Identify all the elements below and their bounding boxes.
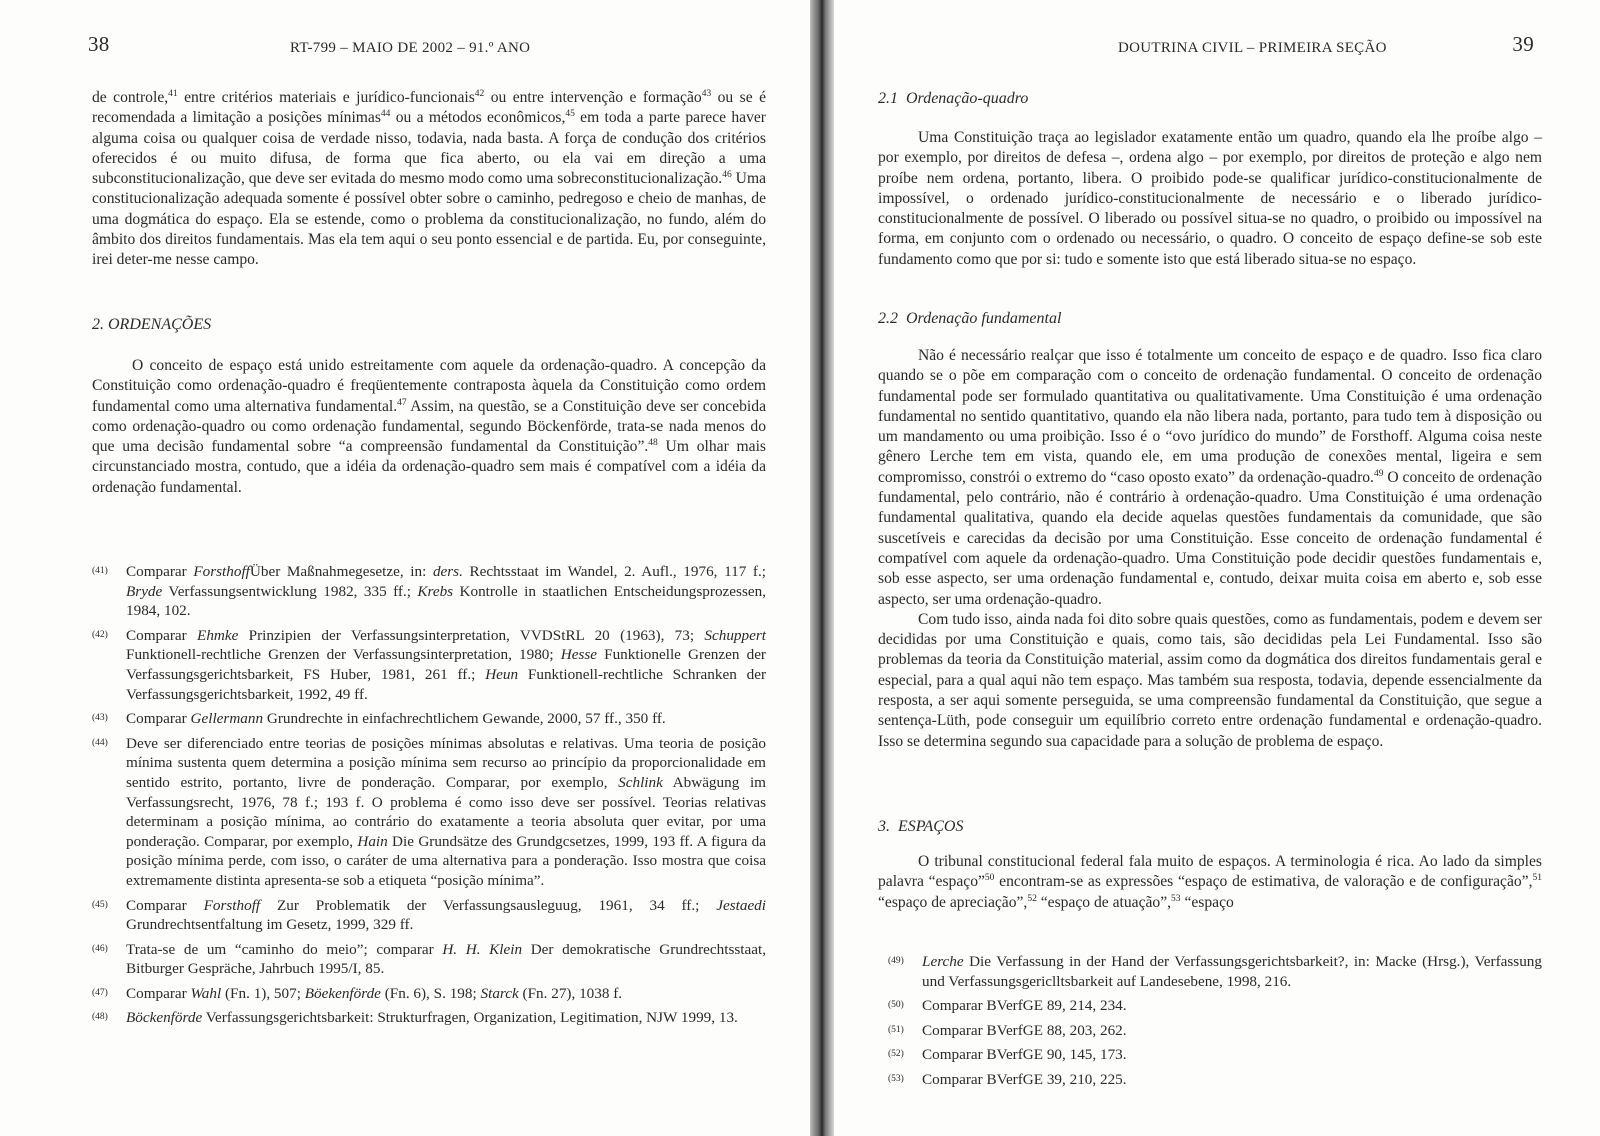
footnote: (52) Comparar BVerfGE 90, 145, 173.	[888, 1046, 1127, 1064]
book-spine-gutter	[810, 0, 834, 1136]
footnote: (53) Comparar BVerfGE 39, 210, 225.	[888, 1070, 1127, 1088]
left-running-head: RT-799 – MAIO DE 2002 – 91.º ANO	[290, 40, 531, 56]
section-heading-espacos: 3. ESPAÇOS	[878, 818, 964, 835]
right-page-header	[878, 32, 1534, 68]
right-running-head: DOUTRINA CIVIL – PRIMEIRA SEÇÃO	[1118, 40, 1387, 56]
left-footnotes	[92, 562, 766, 1033]
footnote: (41) Comparar ForsthoffÜber Maßnahmegesetze, in: ders. Rechtsstaat im Wandel, 2. Aufl., 1976, 117 f.; Bryde Verfassungsentwicklung 1982, 335 ff.; Krebs Kontrolle in staatlichen Entscheidungsprozessen, 1984, 102.	[92, 563, 766, 620]
footnote: (50) Comparar BVerfGE 89, 214, 234.	[888, 997, 1127, 1015]
footnote: (43) Comparar Gellermann Grundrechte in einfachrechtlichem Gewande, 2000, 57 ff., 350 ff.	[92, 710, 666, 728]
right-paragraph-4: O tribunal constitucional federal fala muito de espaços. A terminologia é rica. Ao lado da simples palavra “espaço”$^{50}$ encontram-se as expressões “espaço de estimativa, de valoração e de configuração”,$^{51}$ “espaço de apreciação”,$^{52}$ “espaço de atuação”,$^{53}$ “espaço	[878, 853, 1542, 911]
footnote: (48) Böckenförde Verfassungsgerichtsbarkeit: Strukturfragen, Organization, Legitimation, NJW 1999, 13.	[92, 1009, 738, 1027]
subsection-heading-2-1: 2.1 Ordenação-quadro	[878, 90, 1029, 107]
right-page	[834, 0, 1600, 1136]
right-footnotes	[888, 952, 1542, 1095]
section-heading-ordenacoes: 2. ORDENAÇÕES	[92, 316, 212, 333]
left-paragraph-2: O conceito de espaço está unido estreitamente com aquele da ordenação-quadro. A concepção da Constituição como ordenação-quadro é freqüentemente contraposta àquela da Constituição como ordem fundamental como uma alternativa fundamental.$^{47}$ Assim, na questão, se a Constituição deve ser concebida como ordenação-quadro ou como ordenação fundamental, segundo Böckenförde, trata-se nada menos do que uma decisão fundamental sobre “a compreensão fundamental da Constituição”.$^{48}$ Um olhar mais circunstanciado mostra, contudo, que a idéia da ordenação-quadro sem mais é compatível com a idéia da ordenação fundamental.	[92, 357, 767, 496]
footnote: (44) Deve ser diferenciado entre teorias de posições mínimas absolutas e relativas. Uma teoria de posição mínima sustenta quem determina a posição mínima sem recurso ao princípio da proporcionalidade em sentido estrito, portanto, livre de ponderação. Comparar, por exemplo, Schlink Abwägung im Verfassungsrecht, 1976, 78 f.; 193 f. O problema é como isso deve ser possível. Teorias relativas determinam a posição mínima, ao contrário do exatamente a teoria absoluta quer evitar, por uma ponderação. Comparar, por exemplo, Hain Die Grundsätze des Grundgcsetzes, 1999, 193 ff. A figura da posição mínima perde, com isso, o caráter de uma alternativa para a ponderação. Isso mostra que coisa extremamente distinta apresenta-se sob a etiqueta “posição mínima”.	[92, 734, 767, 889]
footnote: (45) Comparar Forsthoff Zur Problematik der Verfassungsausleguug, 1961, 34 ff.; Jestaedi Grundrechtsentfaltung im Gesetz, 1999, 329 ff.	[92, 896, 766, 934]
right-page-number: 39	[1512, 32, 1534, 56]
left-page-header	[88, 32, 754, 68]
right-paragraph-1: Uma Constituição traça ao legislador exatamente então um quadro, quando ela lhe proíbe algo – por exemplo, por direitos de defesa –, ordena algo – por exemplo, por direitos de proteção e algo nem proíbe nem ordena, portanto, libera. O proibido pode-se qualificar jurídico-constitucionalmente de impossível, o ordenado jurídico-constitucionalmente de necessário e o liberado jurídico-constitucionalmente de possível. O liberado ou possível situa-se no quadro, o proibido ou impossível na forma, em conjunto com o ordenado ou necessário, o quadro. O conceito de espaço define-se sob este fundamento como que por si: tudo e somente isto que está liberado situa-se no espaço.	[878, 129, 1542, 268]
footnote: (47) Comparar Wahl (Fn. 1), 507; Böekenförde (Fn. 6), S. 198; Starck (Fn. 27), 1038 f.	[92, 984, 623, 1002]
footnote: (49) Lerche Die Verfassung in der Hand der Verfassungsgerichtsbarkeit?, in: Macke (Hrsg.), Verfassung und Verfassungsgericlltsbarkeit auf Landesebene, 1998, 216.	[888, 953, 1542, 990]
left-page-number: 38	[88, 32, 110, 56]
footnote: (51) Comparar BVerfGE 88, 203, 262.	[888, 1021, 1127, 1039]
footnote: (46) Trata-se de um “caminho do meio”; comparar H. H. Klein Der demokratische Grundrechtsstaat, Bitburger Gespräche, Jahrbuch 1995/I, 85.	[92, 940, 766, 978]
left-paragraph-1: de controle,$^{41}$ entre critérios materiais e jurídico-funcionais$^{42}$ ou entre intervenção e formação$^{43}$ ou se é recomendada a limitação a posições mínimas$^{44}$ ou a métodos econômicos,$^{45}$ em toda a parte parece haver alguma coisa ou qualquer coisa de verdade nisso, todavia, nada basta. A força de condução dos critérios oferecidos é ou muito difusa, de forma que fica aberto, ou ela vai em direção a uma subconstitucionalização, que deve ser evitada do mesmo modo como uma sobreconstitucionalização.$^{46}$ Uma constitucionalização adequada somente é possível obter sobre o caminho, pedregoso e cheio de manhas, de uma dogmática do espaço. Ela se estende, como o problema da constitucionalização, no fundo, além do âmbito dos direitos fundamentais. Mas ela tem aqui o seu ponto essencial e de partida. Eu, por conseguinte, irei deter-me nesse campo.	[92, 89, 766, 269]
footnote: (42) Comparar Ehmke Prinzipien der Verfassungsinterpretation, VVDStRL 20 (1963), 73; Schuppert Funktionell-rechtliche Grenzen der Verfassungsinterpretation, 1980; Hesse Funktionelle Grenzen der Verfassungsgerichtsbarkeit, FS Huber, 1981, 261 ff.; Heun Funktionell-rechtliche Schranken der Verfassungsgerichtsbarkeit, 1992, 49 ff.	[92, 626, 766, 703]
right-paragraph-2: Não é necessário realçar que isso é totalmente um conceito de espaço e de quadro. Isso fica claro quando se o põe em comparação com o conceito de ordenação fundamental. O conceito de ordenação fundamental pode ser formulado quantitativa ou qualitativamente. Uma Constituição é uma ordenação fundamental no sentido quantitativo, quando ela não libera nada, portanto, para tudo tem à disposição ou um mandamento ou uma proibição. Isso é o “ovo jurídico do mundo” de Forsthoff. Alguma coisa neste gênero Lerche tem em vista, quando ele, em uma produção de conexões mental, ligeira e sem compromisso, constrói o extremo do “caso oposto exato” da ordenação-quadro.$^{49}$ O conceito de ordenação fundamental, pelo contrário, não é contrário à ordenação-quadro. Uma Constituição é uma ordenação fundamental qualitativa, quando ela decide aquelas questões fundamentais da comunidade, que são suscetíveis e carecidas da decisão por uma Constituição. Esse conceito de ordenação fundamental é compatível com aquele da ordenação-quadro. Uma Constituição pode decidir questões fundamentais e, sob esse aspecto, ser uma ordenação fundamental e, contudo, deixar muita coisa em aberto e, sob esse aspecto, ser uma ordenação-quadro. Com tudo isso, ainda nada foi dito sobre quais questões, como as fundamentais, podem e devem ser decididas por uma Constituição e quais, como tais, são decididas pela Lei Fundamental. Isso são problemas da teoria da Constituição material, assim como da dogmática dos direitos fundamentais geral e especial, para a qual aqui não tem espaço. Mas também sua resposta, todavia, depende essencialmente da resposta, a ser aqui somente perseguida, se uma compreensão fundamental da Constituição, que segue a sentença-Lüth, pode conseguir um equilíbrio correto entre ordenação fundamental e ordenação-quadro. Isso se determina segundo sua capacidade para a solução de problema de espaço.	[878, 347, 1542, 750]
subsection-heading-2-2: 2.2 Ordenação fundamental	[878, 310, 1062, 327]
